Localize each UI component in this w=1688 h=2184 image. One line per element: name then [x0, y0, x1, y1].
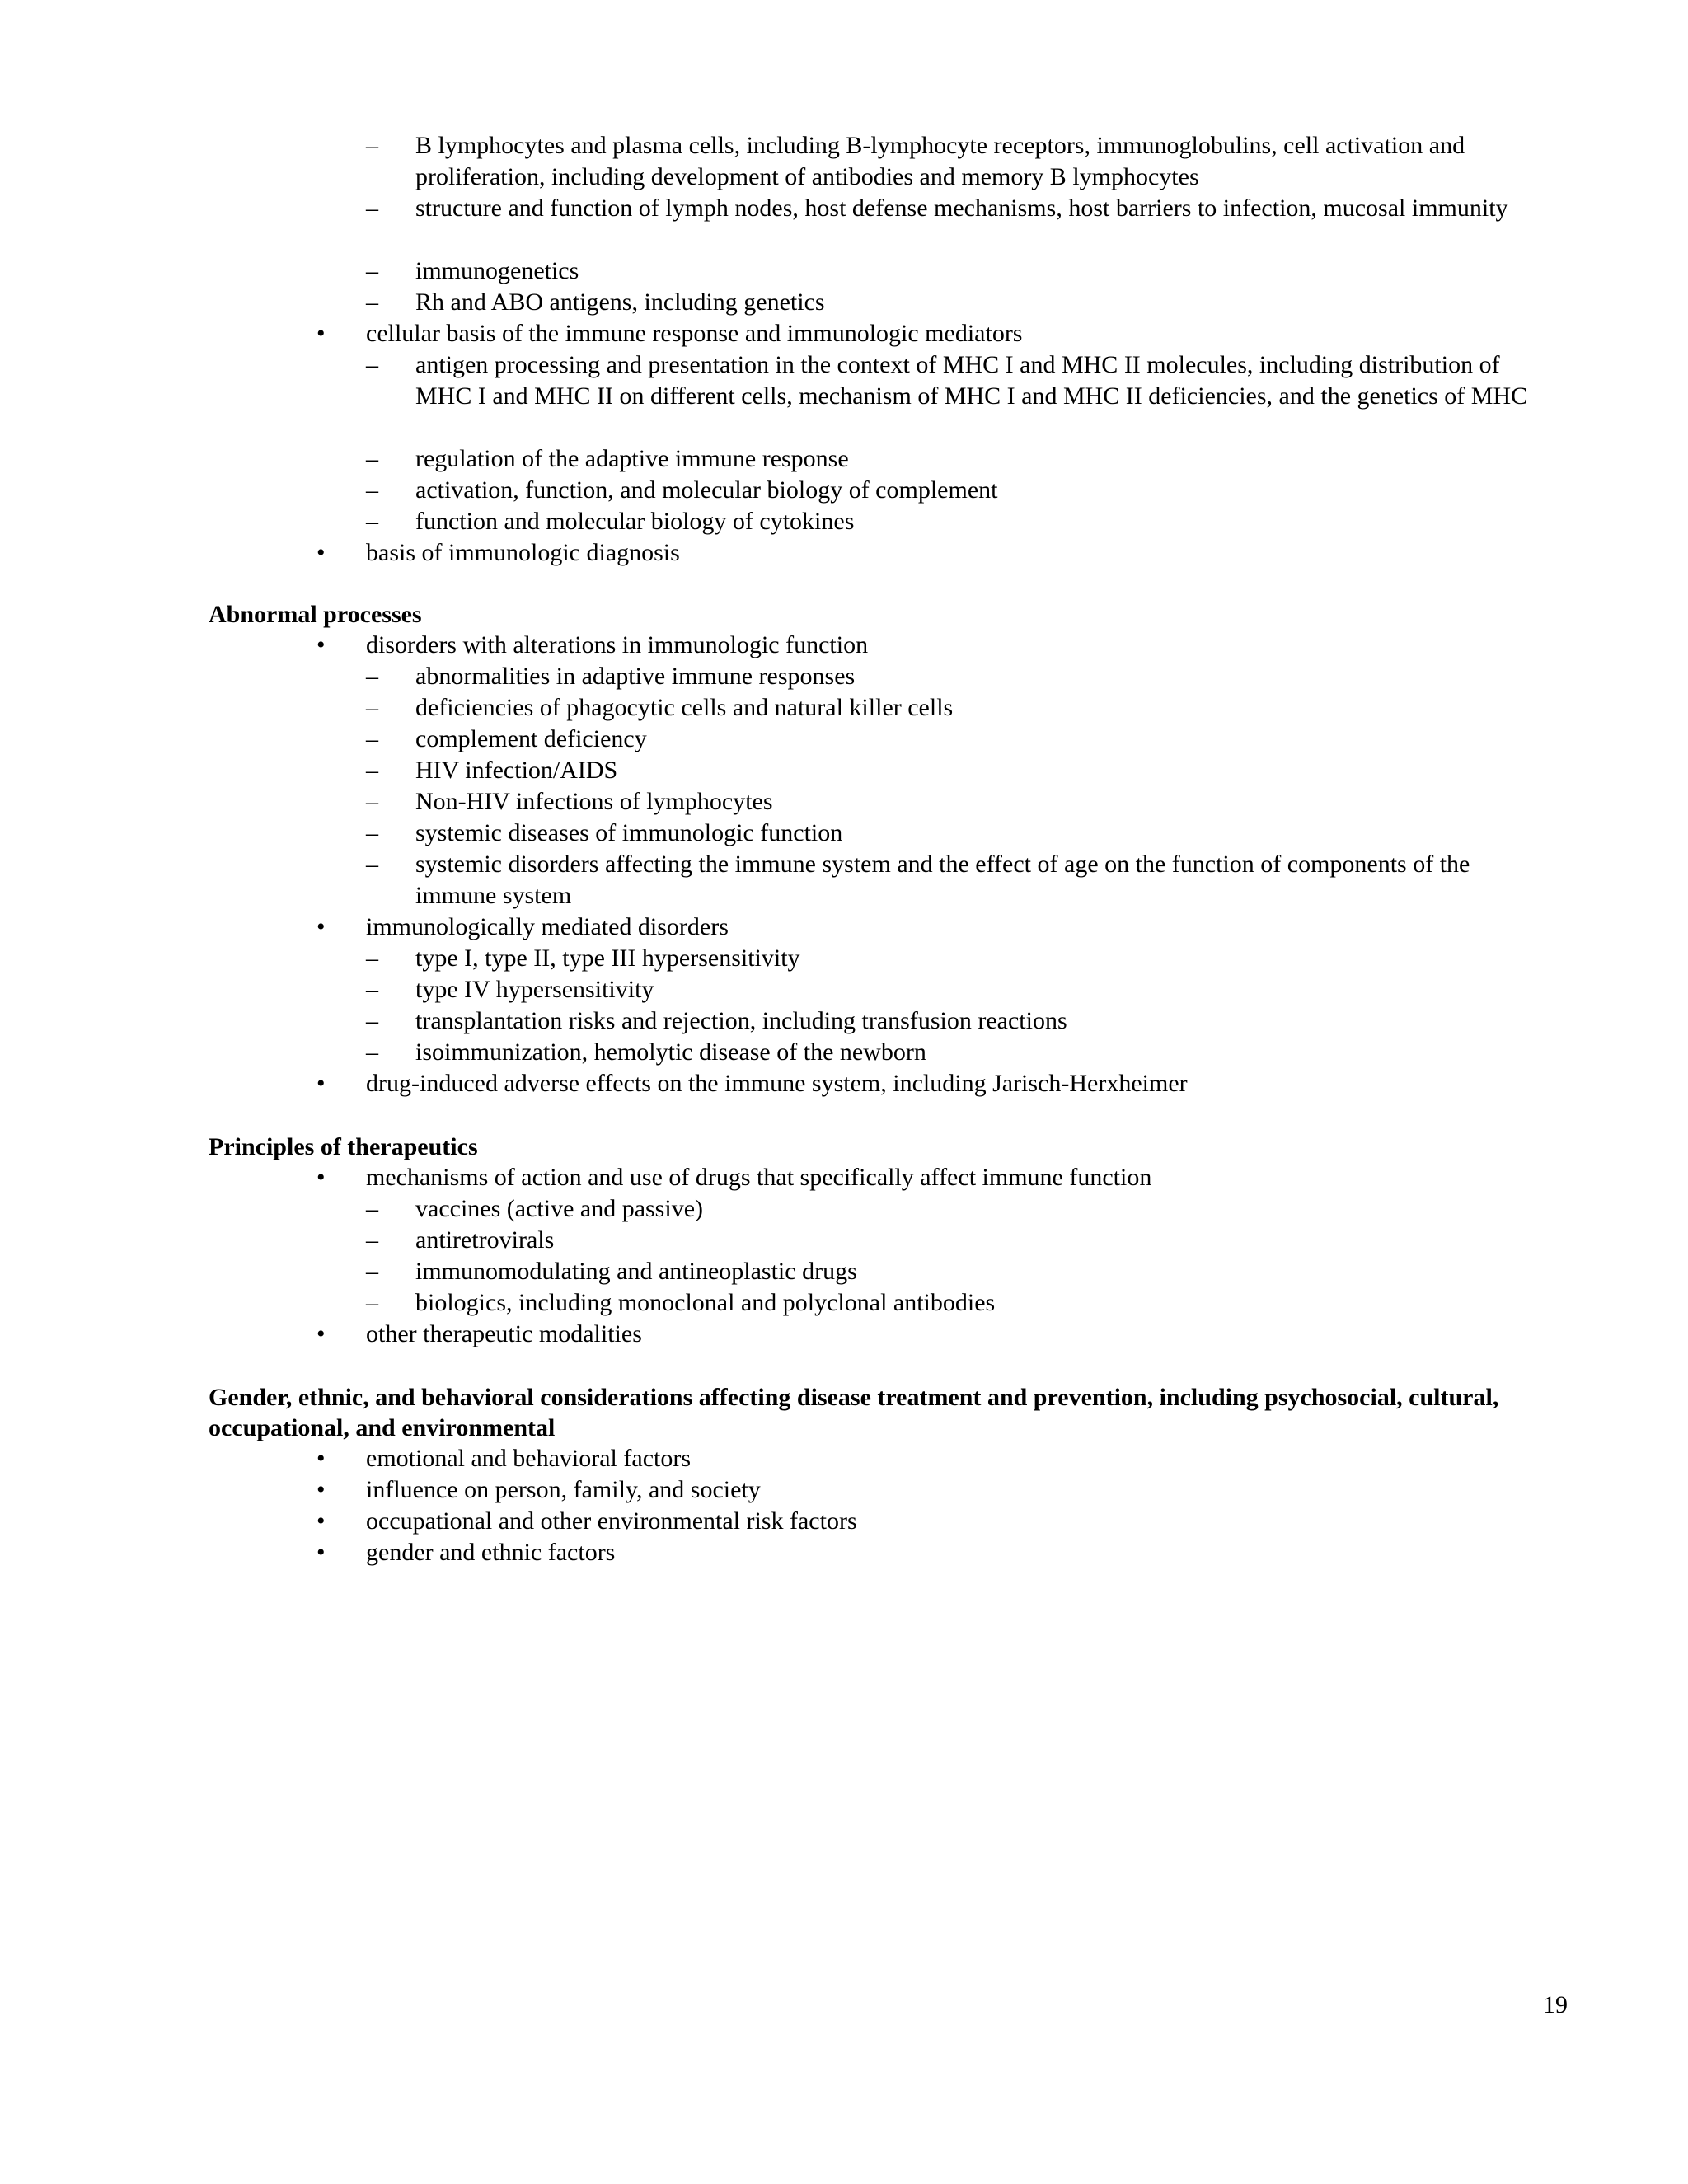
dash-marker: –: [366, 1007, 378, 1034]
dash-marker: –: [366, 1195, 378, 1222]
list-item-text: drug-induced adverse effects on the immune system, including Jarisch-Herxheimer: [366, 1070, 1188, 1097]
bullet-marker: •: [316, 539, 326, 566]
list-item: [0, 724, 1688, 755]
dash-marker: –: [366, 757, 378, 784]
list-item: [0, 1193, 1688, 1225]
list-item: [0, 943, 1688, 974]
list-item-text: immunomodulating and antineoplastic drugs: [415, 1258, 857, 1285]
list-item: [0, 349, 1688, 443]
list-item-text: other therapeutic modalities: [366, 1320, 642, 1347]
bullet-marker: •: [316, 1476, 326, 1503]
dash-marker: –: [366, 194, 378, 222]
dash-marker: –: [366, 819, 378, 846]
section-list: [0, 1443, 1688, 1568]
bullet-marker: •: [316, 913, 326, 940]
list-item-text: complement deficiency: [415, 725, 647, 752]
bullet-marker: •: [316, 1507, 326, 1535]
dash-marker: –: [366, 976, 378, 1003]
list-item-text: disorders with alterations in immunologic function: [366, 631, 869, 658]
list-item-text: vaccines (active and passive): [415, 1195, 703, 1222]
dash-marker: –: [366, 351, 378, 378]
dash-marker: –: [366, 944, 378, 972]
dash-marker: –: [366, 476, 378, 504]
dash-marker: –: [366, 725, 378, 752]
list-item: [0, 630, 1688, 661]
list-item-text: deficiencies of phagocytic cells and natural killer cells: [415, 694, 954, 721]
list-item-text: occupational and other environmental risk factors: [366, 1507, 857, 1535]
list-item-text: gender and ethnic factors: [366, 1539, 616, 1566]
section-heading: Abnormal processes: [209, 601, 422, 628]
list-item: [0, 1287, 1688, 1319]
list-item-text: immunologically mediated disorders: [366, 913, 729, 940]
bullet-marker: •: [316, 1164, 326, 1191]
list-item: [0, 318, 1688, 349]
list-item: [0, 1225, 1688, 1256]
list-item-text: cellular basis of the immune response and immunologic mediators: [366, 320, 1023, 347]
list-item: [0, 475, 1688, 506]
list-item-text: function and molecular biology of cytokines: [415, 508, 855, 535]
dash-marker: –: [366, 1289, 378, 1316]
dash-marker: –: [366, 788, 378, 815]
list-item-text: systemic diseases of immunologic function: [415, 819, 843, 846]
bullet-marker: •: [316, 1539, 326, 1566]
bullet-marker: •: [316, 631, 326, 658]
list-item-text: basis of immunologic diagnosis: [366, 539, 680, 566]
list-item-text: influence on person, family, and society: [366, 1476, 761, 1503]
list-item: [0, 974, 1688, 1005]
dash-marker: –: [366, 508, 378, 535]
dash-marker: –: [366, 445, 378, 472]
list-item: [0, 1005, 1688, 1037]
list-item-text: isoimmunization, hemolytic disease of the newborn: [415, 1038, 926, 1066]
list-item: [0, 849, 1688, 912]
list-item-text: mechanisms of action and use of drugs that specifically affect immune function: [366, 1164, 1152, 1191]
dash-marker: –: [366, 288, 378, 316]
list-item: [0, 786, 1688, 818]
list-item-text: Rh and ABO antigens, including genetics: [415, 288, 825, 316]
list-item: [0, 1537, 1688, 1568]
dash-marker: –: [366, 1258, 378, 1285]
list-item: [0, 130, 1688, 193]
dash-marker: –: [366, 851, 378, 878]
page-number: 19: [1543, 1991, 1568, 2018]
list-item-text: transplantation risks and rejection, including transfusion reactions: [415, 1007, 1067, 1034]
bullet-marker: •: [316, 1320, 326, 1347]
list-item: [0, 1256, 1688, 1287]
list-item-text: type I, type II, type III hypersensitivity: [415, 944, 800, 972]
list-item-text: regulation of the adaptive immune response: [415, 445, 849, 472]
dash-marker: –: [366, 663, 378, 690]
dash-marker: –: [366, 1226, 378, 1254]
list-item: [0, 1162, 1688, 1193]
list-item: [0, 755, 1688, 786]
list-item-text: immunogenetics: [415, 257, 579, 284]
list-item: [0, 661, 1688, 692]
list-item: [0, 1443, 1688, 1474]
bullet-marker: •: [316, 1070, 326, 1097]
list-item-text: biologics, including monoclonal and polyclonal antibodies: [415, 1289, 996, 1316]
list-item: [0, 287, 1688, 318]
list-item-text: emotional and behavioral factors: [366, 1445, 692, 1472]
list-item: [0, 537, 1688, 569]
list-item: [0, 692, 1688, 724]
list-item-text: antiretrovirals: [415, 1226, 555, 1254]
list-item: [0, 1506, 1688, 1537]
list-item-text: structure and function of lymph nodes, host defense mechanisms, host barriers to infection, mucosal immunity: [415, 194, 1508, 222]
bullet-marker: •: [316, 320, 326, 347]
list-item: [0, 1474, 1688, 1506]
section-heading: Gender, ethnic, and behavioral considerations affecting disease treatment and prevention, including psychosocial, cultural, occupational, and environmental: [209, 1384, 1499, 1441]
list-item-text: abnormalities in adaptive immune responses: [415, 663, 856, 690]
list-item: [0, 1037, 1688, 1068]
list-item: [0, 506, 1688, 537]
list-item: [0, 912, 1688, 943]
dash-marker: –: [366, 694, 378, 721]
list-item-text: systemic disorders affecting the immune system and the effect of age on the function of components of the immune system: [415, 851, 1470, 909]
list-item-text: type IV hypersensitivity: [415, 976, 654, 1003]
section-list: [0, 630, 1688, 1099]
list-item-text: antigen processing and presentation in the context of MHC I and MHC II molecules, including distribution of MHC I and MHC II on different cells, mechanism of MHC I and MHC II deficiencies, and the genetics of MHC: [415, 351, 1528, 410]
section-list: [0, 1162, 1688, 1350]
list-item: [0, 193, 1688, 255]
list-item: [0, 818, 1688, 849]
list-item-text: Non-HIV infections of lymphocytes: [415, 788, 773, 815]
dash-marker: –: [366, 257, 378, 284]
dash-marker: –: [366, 1038, 378, 1066]
list-item: [0, 1068, 1688, 1099]
continued-list: [0, 130, 1688, 569]
dash-marker: –: [366, 132, 378, 159]
list-item-text: B lymphocytes and plasma cells, including B-lymphocyte receptors, immunoglobulins, cell activation and proliferation, including development of antibodies and memory B lymphocytes: [415, 132, 1465, 190]
list-item: [0, 443, 1688, 475]
section-heading: Principles of therapeutics: [209, 1133, 478, 1160]
bullet-marker: •: [316, 1445, 326, 1472]
list-item-text: HIV infection/AIDS: [415, 757, 618, 784]
list-item: [0, 1319, 1688, 1350]
list-item-text: activation, function, and molecular biology of complement: [415, 476, 998, 504]
list-item: [0, 255, 1688, 287]
